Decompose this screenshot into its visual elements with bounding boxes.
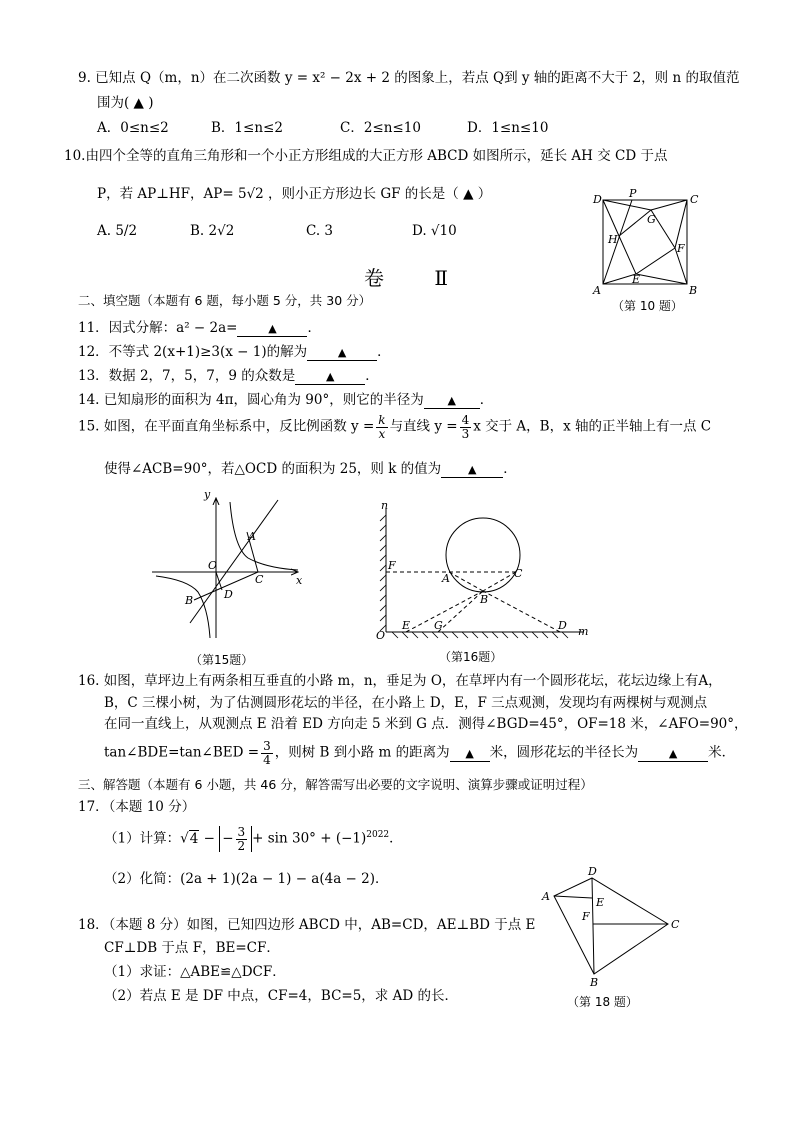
fig18-label-d: D (588, 865, 597, 878)
q10-option-c: C. 3 (306, 223, 334, 239)
q16-answer-blank-2[interactable]: ▲ (638, 745, 708, 762)
q17-title: 17．（本题 10 分） (78, 799, 196, 815)
fig18-label-c: C (671, 918, 680, 931)
q12-answer-blank[interactable]: ▲ (307, 344, 377, 361)
fig15-label-a: A (248, 530, 256, 543)
q17-part1: （1）计算：√4 − − $\frac{3}{2}$ + $\sin 30^\circ + (-1)^{2022}$． (104, 825, 403, 853)
fig10-label-p: P (629, 187, 637, 200)
fig16-label-e: E (402, 619, 411, 632)
fig15-label-y: y (204, 488, 211, 501)
q10-option-d: D. √10 (412, 223, 457, 239)
q16-answer-blank-1[interactable]: ▲ (450, 745, 490, 762)
q16-line2: B，C 三棵小树，为了估测圆形花坛的半径，在小路上 D，E，F 三点观测，发现均有两棵树与观测点 (104, 695, 708, 711)
fig16-label-f: F (388, 559, 396, 572)
fig16-label-o: O (376, 629, 386, 642)
q14-answer-blank[interactable]: ▲ (424, 392, 480, 409)
q9-option-c: C．2≤n≤10 (340, 120, 421, 136)
fig18-label-f: F (582, 910, 590, 923)
fig16-label-b: B (480, 593, 489, 606)
q16-line4: tan∠BDE=tan∠BED = $\frac{3}{4}$ ，则树 B 到小路 m 的距离为 ▲ 米，圆形花坛的半径长为 ▲ 米． (104, 739, 736, 767)
fig16-caption: （第16题） (439, 650, 503, 664)
q9-option-a: A．0≤n≤2 (97, 120, 169, 136)
fig15-label-d: D (224, 588, 233, 601)
fig16-label-c: C (514, 567, 523, 580)
q11: 11．因式分解：a² − 2a= ▲ ． (78, 320, 321, 336)
fig15-label-x: x (296, 574, 303, 587)
fig18-label-b: B (590, 976, 599, 989)
fig15-caption: （第15题） (190, 653, 254, 667)
fig10-label-d: D (593, 193, 602, 206)
fig18-label-e: E (596, 896, 605, 909)
fig10-label-a: A (593, 284, 601, 297)
fig10-label-h: H (608, 233, 618, 246)
q18-line2: CF⊥DB 于点 F，BE=CF． (104, 940, 280, 956)
fig10-label-f: F (677, 242, 685, 255)
fig15-label-c: C (255, 573, 264, 586)
q17-part2: （2）化简：(2a + 1)(2a − 1) − a(4a − 2)． (104, 871, 389, 887)
fig16-label-d: D (558, 619, 567, 632)
q16-frac-3-over-4: $\frac{3}{4}$ (263, 739, 271, 767)
q9-option-b: B．1≤n≤2 (211, 120, 283, 136)
q16-line1: 16. 如图，草坪边上有两条相互垂直的小路 m，n，垂足为 O，在草坪内有一个圆形花坛，花坛边缘上有A， (78, 673, 722, 689)
fig15-label-b: B (185, 594, 194, 607)
fig18-label-a: A (542, 890, 550, 903)
fig18-caption: （第 18 题） (567, 995, 638, 1009)
q12-text: 12．不等式 2(x+1)≥3(x − 1)的解为 (78, 344, 308, 360)
q10-line2: P，若 AP⊥HF，AP= 5√2 ，则小正方形边长 GF 的长是（ ▲ ） (97, 186, 492, 202)
q18-part1: （1）求证：△ABE≌△DCF． (104, 964, 286, 980)
figure-10 (590, 187, 700, 300)
fig10-label-e: E (632, 273, 641, 286)
q13: 13．数据 2，7，5，7，9 的众数是 ▲ ． (78, 368, 379, 384)
section2-header: 二、填空题（本题有 6 题，每小题 5 分，共 30 分） (78, 293, 372, 308)
q13-answer-blank[interactable]: ▲ (295, 368, 365, 385)
figure-16 (372, 499, 597, 643)
q10-line1: 10.由四个全等的直角三角形和一个小正方形组成的大正方形 ABCD 如图所示，延长 AH 交 CD 于点 (64, 148, 668, 164)
q9-line1: 9. 已知点 Q（m，n）在二次函数 y = x² − 2x + 2 的图象上，若点 Q到 y 轴的距离不大于 2，则 n 的取值范 (78, 70, 740, 86)
q15-line2: 使得∠ACB=90°，若△OCD 的面积为 25，则 k 的值为 ▲ ． (104, 461, 517, 477)
q17-sqrt4: √4 (180, 830, 199, 847)
q15-answer-blank[interactable]: ▲ (441, 461, 503, 478)
fig10-label-b: B (689, 284, 698, 297)
q17-abs-value: − $\frac{3}{2}$ (219, 826, 252, 852)
fig10-caption: （第 10 题） (612, 299, 683, 313)
q11-text: 11．因式分解：a² − 2a= (78, 320, 238, 336)
q15-line1: 15. 如图，在平面直角坐标系中，反比例函数 y = $\frac{k}{x}$ 与直线 y = $\frac{4}{3}$ x 交于 A，B，x 轴的正半轴上有一点 C (78, 413, 712, 441)
fig16-label-g: G (434, 619, 443, 632)
fig15-label-o: O (208, 559, 218, 572)
q14-text: 14. 已知扇形的面积为 4π，圆心角为 90°，则它的半径为 (78, 392, 424, 408)
q12: 12．不等式 2(x+1)≥3(x − 1)的解为 ▲ ． (78, 344, 391, 360)
q10-option-a: A. 5/2 (97, 223, 138, 239)
q18-line1: 18．（本题 8 分）如图，已知四边形 ABCD 中，AB=CD，AE⊥BD 于点 E (78, 917, 536, 933)
q10-option-b: B. 2√2 (190, 223, 235, 239)
fig16-label-a: A (442, 572, 450, 585)
part2-title: 卷 Ⅱ (364, 266, 470, 290)
fig10-label-c: C (690, 193, 699, 206)
fig16-label-n: n (381, 499, 389, 512)
q9-line2: 围为( ▲ ) (97, 95, 154, 111)
q13-text: 13．数据 2，7，5，7，9 的众数是 (78, 368, 296, 384)
q14: 14. 已知扇形的面积为 4π，圆心角为 90°，则它的半径为 ▲ ． (78, 392, 494, 408)
figure-15 (148, 488, 308, 643)
fig10-label-g: G (647, 213, 656, 226)
q15-frac-k-over-x: $\frac{k}{x}$ (378, 413, 386, 441)
q15-frac-4-over-3: $\frac{4}{3}$ (461, 413, 470, 441)
figure-18 (538, 866, 688, 992)
q16-line3: 在同一直线上，从观测点 E 沿着 ED 方向走 5 米到 G 点．测得∠BGD=45°，OF=18 米，∠AFO=90°， (104, 716, 748, 732)
section3-header: 三、解答题（本题有 6 小题，共 46 分，解答需写出必要的文字说明、演算步骤或证明过程） (78, 777, 593, 792)
fig16-label-m: m (578, 625, 589, 638)
q18-part2: （2）若点 E 是 DF 中点，CF=4，BC=5，求 AD 的长． (104, 988, 458, 1004)
q11-answer-blank[interactable]: ▲ (237, 320, 307, 337)
q9-option-d: D．1≤n≤10 (467, 120, 549, 136)
